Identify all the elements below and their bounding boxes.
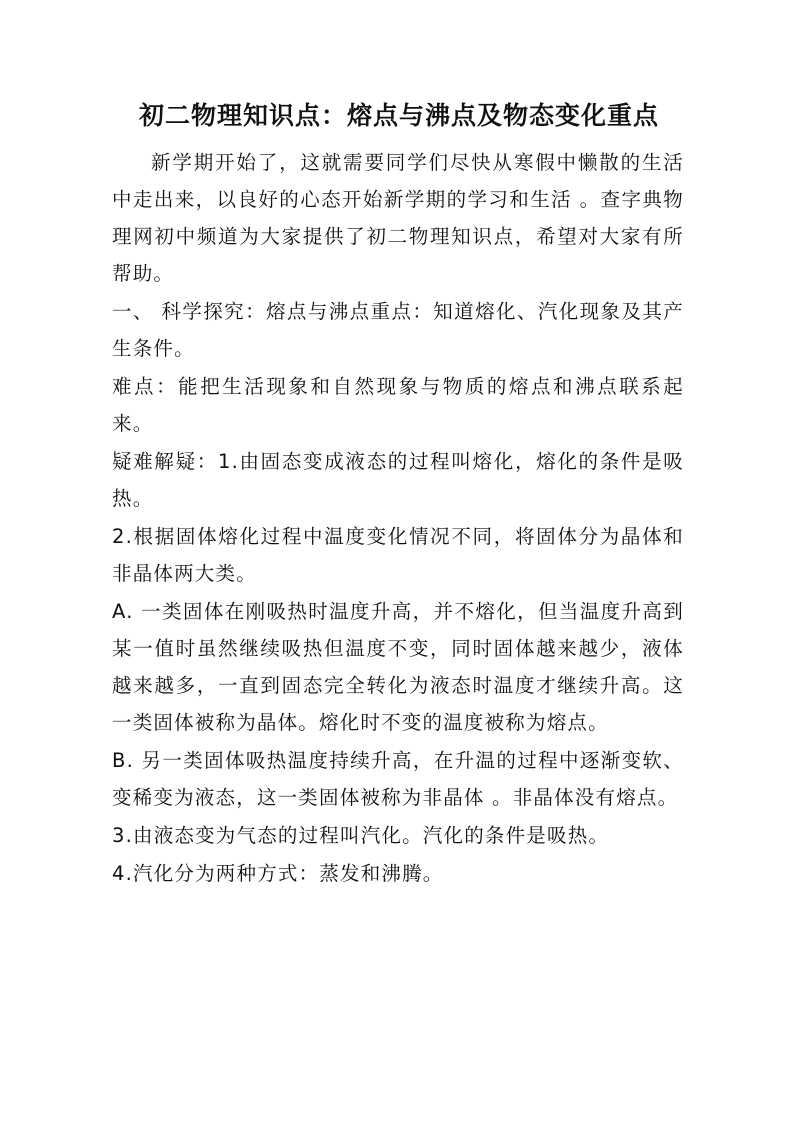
amorphous-paragraph: B. 另一类固体吸热温度持续升高，在升温的过程中逐渐变软、变稀变为液态，这一类固体被称为非晶体 。非晶体没有熔点。: [112, 749, 684, 809]
difficulty-paragraph: 难点：能把生活现象和自然现象与物质的熔点和沸点联系起来。: [112, 375, 684, 435]
document-body: [112, 96, 684, 893]
section-one-heading: 一、 科学探究：熔点与沸点重点：知道熔化、汽化现象及其产生条件。: [112, 300, 684, 360]
explanation-point-4: 4.汽化分为两种方式：蒸发和沸腾。: [112, 862, 444, 885]
intro-paragraph: 新学期开始了，这就需要同学们尽快从寒假中懒散的生活中走出来，以良好的心态开始新学期的学习和生活 。查字典物理网初中频道为大家提供了初二物理知识点，希望对大家有所帮助。: [112, 151, 684, 285]
document-title: 初二物理知识点：熔点与沸点及物态变化重点: [138, 101, 659, 130]
explanation-point-2: 2.根据固体熔化过程中温度变化情况不同，将固体分为晶体和非晶体两大类。: [112, 525, 684, 585]
crystal-paragraph: A. 一类固体在刚吸热时温度升高，并不熔化，但当温度升高到某一值时虽然继续吸热但温度不变，同时固体越来越少，液体越来越多，一直到固态完全转化为液态时温度才继续升高。这一类固体被称为晶体。熔化时不变的温度被称为熔点。: [112, 600, 684, 734]
explanation-point-1: 疑难解疑：1.由固态变成液态的过程叫熔化，熔化的条件是吸热。: [112, 450, 684, 510]
explanation-point-3: 3.由液态变为气态的过程叫汽化。汽化的条件是吸热。: [112, 824, 610, 847]
